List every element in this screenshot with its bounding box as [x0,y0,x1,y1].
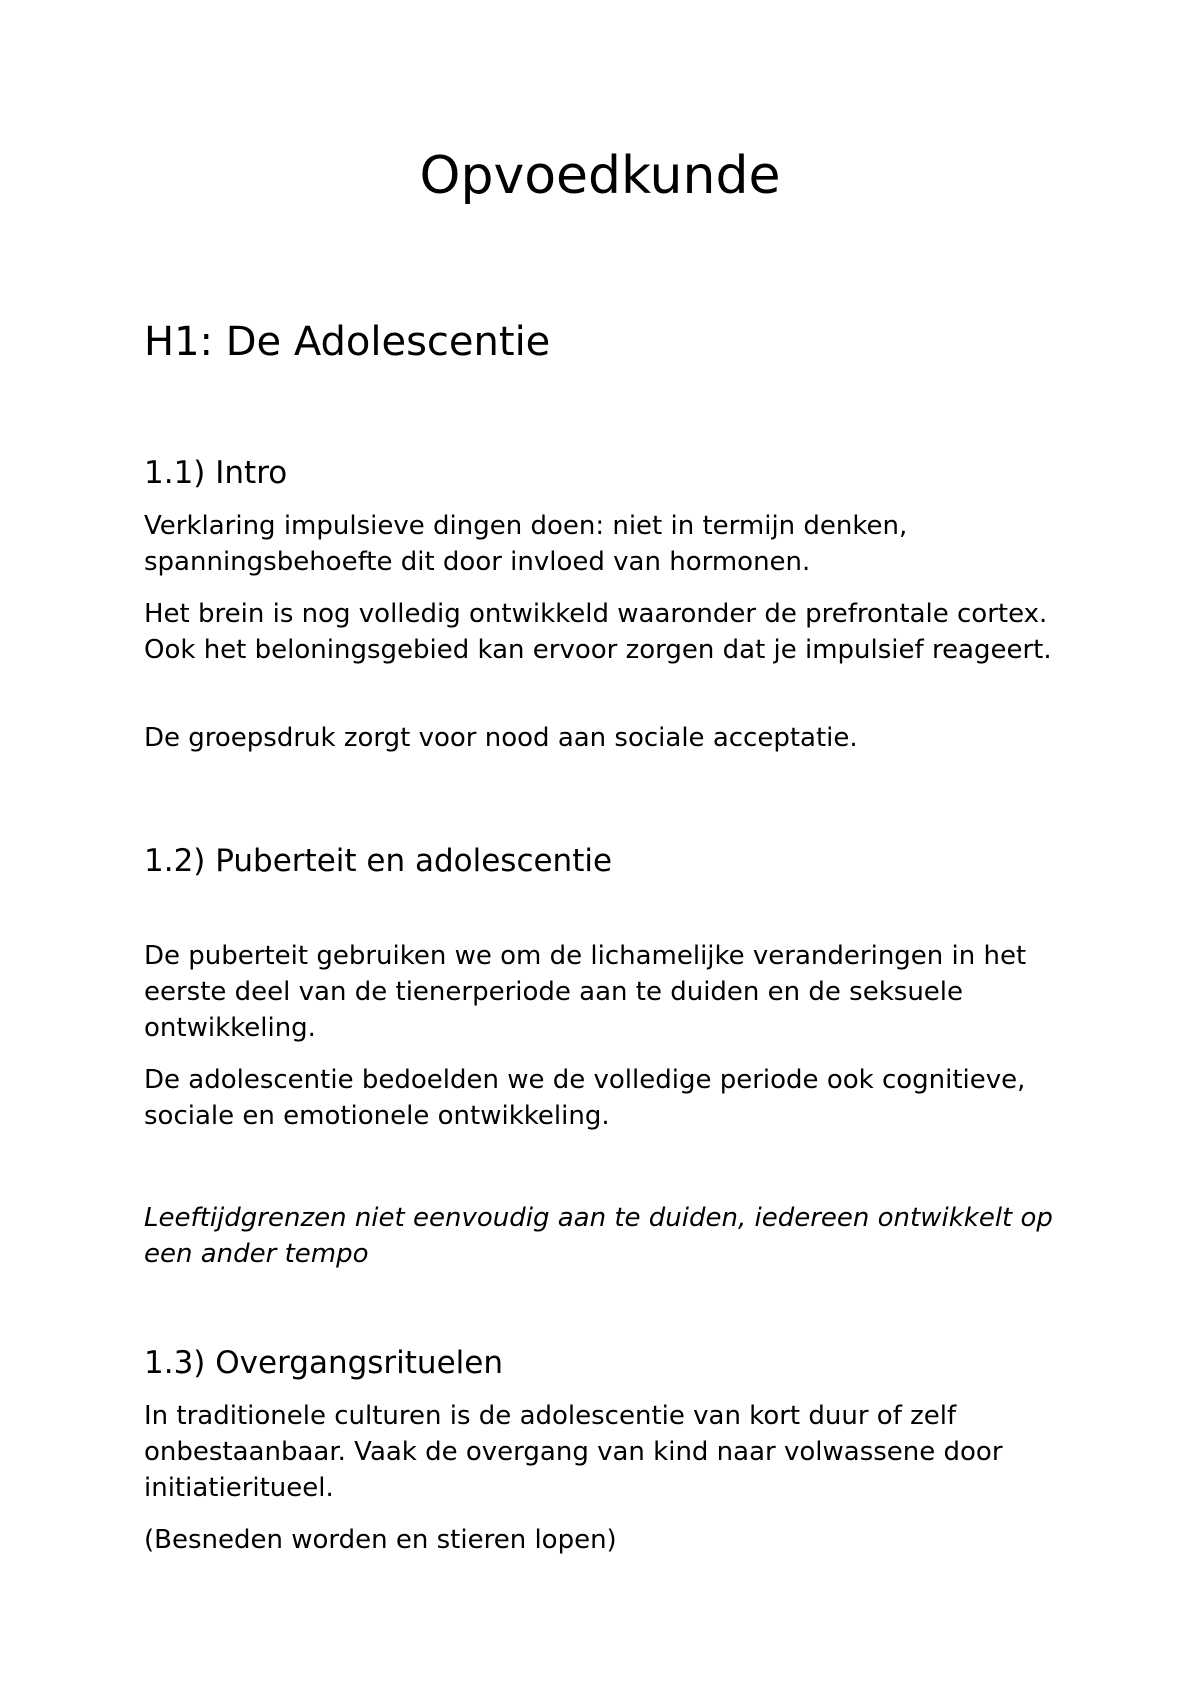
paragraph: Het brein is nog volledig ontwikkeld waaronder de prefrontale cortex. Ook het beloningsgebied kan ervoor zorgen dat je impulsief reageert. [144,599,1052,665]
paragraph: De adolescentie bedoelden we de volledige periode ook cognitieve, sociale en emotionele ontwikkeling. [144,1065,1026,1131]
section-heading-overgangsrituelen: 1.3) Overgangsrituelen [144,1345,503,1381]
paragraph: Verklaring impulsieve dingen doen: niet in termijn denken, spanningsbehoefte dit door invloed van hormonen. [144,511,908,577]
paragraph: De groepsdruk zorgt voor nood aan sociale acceptatie. [144,723,858,753]
document-title: Opvoedkunde [419,146,781,206]
paragraph: (Besneden worden en stieren lopen) [144,1525,617,1555]
italic-note: Leeftijdgrenzen niet eenvoudig aan te duiden, iedereen ontwikkelt op een ander tempo [144,1203,1053,1269]
paragraph: In traditionele culturen is de adolescentie van kort duur of zelf onbestaanbaar. Vaak de overgang van kind naar volwassene door initiatieritueel. [144,1401,1003,1503]
paragraph: De puberteit gebruiken we om de lichamelijke veranderingen in het eerste deel van de tienerperiode aan te duiden en de seksuele ontwikkeling. [144,941,1027,1043]
section-heading-intro: 1.1) Intro [144,455,288,491]
section-heading-puberteit: 1.2) Puberteit en adolescentie [144,843,613,879]
chapter-heading: H1: De Adolescentie [144,319,551,365]
